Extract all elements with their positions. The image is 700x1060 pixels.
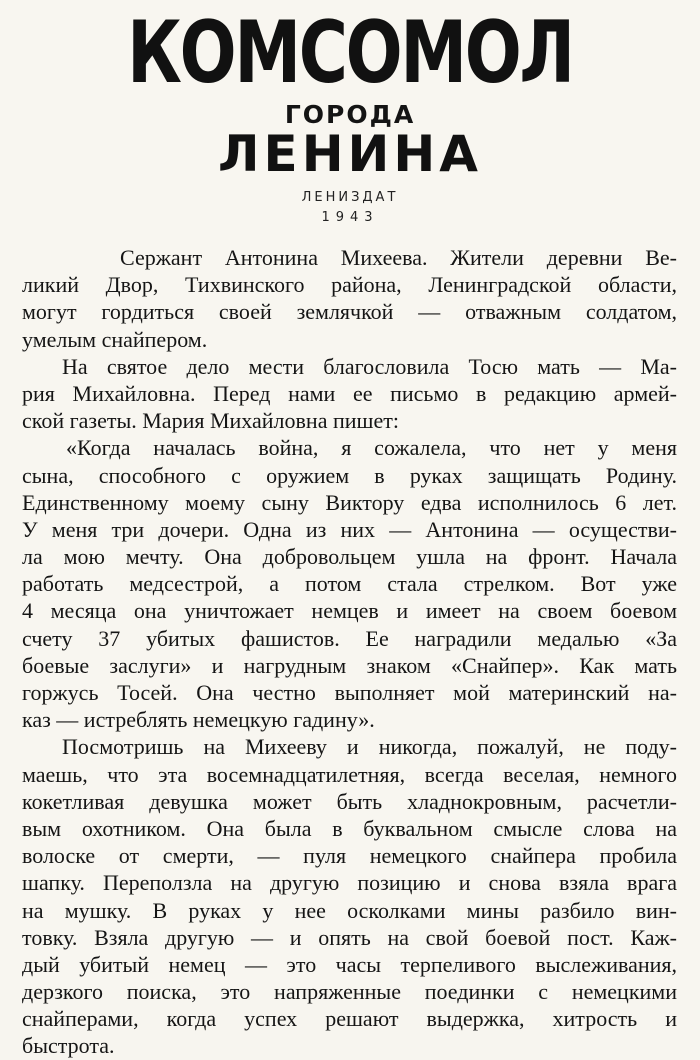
book-subtitle: ГОРОДА <box>284 100 416 129</box>
text-line: волоске от смерти, — пуля немецкого снайпера пробила <box>22 843 677 869</box>
publication-year: 1943 <box>321 210 379 225</box>
text-line: работать медсестрой, а потом стала стрелком. Вот уже <box>22 571 677 597</box>
text-line: У меня три дочери. Одна из них — Антонина — осуществи- <box>22 516 677 542</box>
text-line: сына, способного с оружием в руках защищать Родину. <box>22 462 677 488</box>
text-line: шапку. Переползла на другую позицию и снова взяла врага <box>22 870 677 896</box>
text-line: маешь, что эта восемнадцатилетняя, всегда веселая, немного <box>22 761 677 787</box>
book-city-title: ЛЕНИНА <box>218 125 482 183</box>
text-line: товку. Взяла другую — и опять на свой боевой пост. Каж- <box>22 924 677 950</box>
text-line: На святое дело мести благословила Тосю мать — Ма- <box>62 353 677 379</box>
book-title: КОМСОМОЛ <box>127 3 573 103</box>
text-line: умелым снайпером. <box>22 326 208 352</box>
text-line: ла мою мечту. Она добровольцем ушла на фронт. Начала <box>22 544 677 570</box>
text-line: на мушку. В руках у нее осколками мины разбило вин- <box>22 897 677 923</box>
text-line: горжусь Тосей. Она честно выполняет мой материнский на- <box>22 680 677 705</box>
text-line: снайперами, когда успех решают выдержка, хитрость и <box>22 1006 677 1032</box>
text-line: ской газеты. Мария Михайловна пишет: <box>22 408 399 434</box>
text-line: каз — истреблять немецкую гадину». <box>22 707 375 733</box>
text-line: дый убитый немец — это часы терпеливого выслеживания, <box>22 951 677 977</box>
text-line: Единственному моему сыну Виктору едва исполнилось 6 лет. <box>22 489 677 515</box>
text-line: Сержант Антонина Михеева. Жители деревни Ве- <box>120 245 677 270</box>
text-line: быстрота. <box>22 1033 115 1059</box>
article-text <box>22 244 677 1060</box>
text-line: рия Михайловна. Перед нами ее письмо в редакцию армей- <box>22 380 677 406</box>
text-line: Посмотришь на Михееву и никогда, пожалуй, не поду- <box>62 734 677 760</box>
text-line: счету 37 убитых фашистов. Ее наградили медалью «За <box>22 625 677 651</box>
text-line: боевые заслуги» и нагрудным знаком «Снайпер». Как мать <box>22 652 677 678</box>
text-line: вым охотником. Она была в буквальном смысле слова на <box>22 815 677 841</box>
text-line: ликий Двор, Тихвинского района, Ленинградской области, <box>22 272 677 298</box>
text-line: могут гордиться своей землячкой — отважным солдатом, <box>22 299 677 325</box>
text-line: 4 месяца она уничтожает немцев и имеет на своем боевом <box>22 598 677 624</box>
text-line: «Когда началась война, я сожалела, что нет у меня <box>66 435 677 461</box>
text-line: дерзкого поиска, это напряженные поединки с немецкими <box>22 979 677 1005</box>
text-line: кокетливая девушка может быть хладнокровным, расчетли- <box>22 788 677 814</box>
publisher: ЛЕНИЗДАТ <box>301 190 399 205</box>
